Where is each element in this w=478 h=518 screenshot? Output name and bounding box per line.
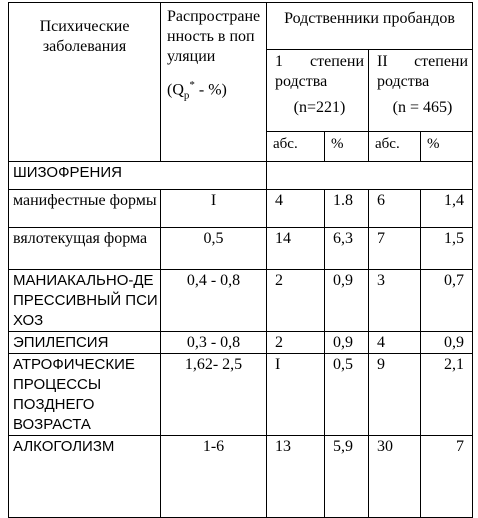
degree2-abs-value: 6 xyxy=(369,190,421,228)
degree2-pct-value: 1,4 xyxy=(421,190,473,228)
disease-name: АТРОФИЧЕСКИЕ ПРОЦЕССЫ ПОЗДНЕГО ВОЗРАСТА xyxy=(9,354,161,436)
disease-column-header xyxy=(9,3,161,162)
prevalence-unit-sup: * xyxy=(189,79,195,91)
prevalence-unit-q: (Q xyxy=(167,81,184,99)
section-filler xyxy=(267,162,473,190)
prevalence-table xyxy=(8,2,473,518)
header-row-1 xyxy=(9,3,473,50)
disease-name: МАНИАКАЛЬНО-ДЕПРЕССИВНЫЙ ПСИХОЗ xyxy=(9,270,161,332)
degree2-abs-value: 4 xyxy=(369,332,421,354)
degree2-abs-value: 3 xyxy=(369,270,421,332)
degree1-label: 1 степени родства xyxy=(275,53,364,91)
degree1-abs-value: 4 xyxy=(267,190,325,228)
prevalence-value: 1-6 xyxy=(161,436,267,518)
degree2-pct-header: % xyxy=(421,132,473,162)
table-row xyxy=(9,228,473,270)
degree2-abs-value: 7 xyxy=(369,228,421,270)
table-row xyxy=(9,270,473,332)
degree1-pct-value: 5,9 xyxy=(325,436,369,518)
degree1-n: (n=221) xyxy=(293,99,346,117)
degree2-n: (n = 465) xyxy=(392,99,453,117)
prevalence-column-label: Распространенность в популяции xyxy=(167,8,261,65)
prevalence-value: 0,5 xyxy=(161,228,267,270)
table-row xyxy=(9,332,473,354)
prevalence-value: I xyxy=(161,190,267,228)
disease-column-label: Психические заболевания xyxy=(39,18,130,55)
degree2-abs-value: 30 xyxy=(369,436,421,518)
degree2-pct-value: 0,9 xyxy=(421,332,473,354)
disease-name: манифестные формы xyxy=(9,190,161,228)
degree1-header xyxy=(267,50,369,132)
degree1-pct-value: 0,9 xyxy=(325,270,369,332)
degree1-pct-value: 0,9 xyxy=(325,332,369,354)
prevalence-column-header xyxy=(161,3,267,162)
degree2-pct-value: 2,1 xyxy=(421,354,473,436)
table-row xyxy=(9,190,473,228)
degree2-pct-value: 0,7 xyxy=(421,270,473,332)
degree1-abs-value: 14 xyxy=(267,228,325,270)
prevalence-unit-rest: - %) xyxy=(194,81,227,99)
disease-name: вялотекущая форма xyxy=(9,228,161,270)
degree1-abs-value: I xyxy=(267,354,325,436)
degree2-abs-header: абс. xyxy=(369,132,421,162)
disease-name: АЛКОГОЛИЗМ xyxy=(9,436,161,518)
section-label: ШИЗОФРЕНИЯ xyxy=(9,162,267,190)
prevalence-value: 1,62- 2,5 xyxy=(161,354,267,436)
degree2-pct-value: 1,5 xyxy=(421,228,473,270)
degree1-abs-value: 2 xyxy=(267,332,325,354)
degree1-pct-value: 1.8 xyxy=(325,190,369,228)
prevalence-value: 0,3 - 0,8 xyxy=(161,332,267,354)
section-row-schizophrenia xyxy=(9,162,473,190)
degree2-pct-value: 7 xyxy=(421,436,473,518)
degree1-abs-value: 2 xyxy=(267,270,325,332)
prevalence-value: 0,4 - 0,8 xyxy=(161,270,267,332)
table-row xyxy=(9,436,473,518)
relatives-column-label: Родственники пробандов xyxy=(284,10,455,27)
degree1-pct-value: 6,3 xyxy=(325,228,369,270)
degree1-abs-header: абс. xyxy=(267,132,325,162)
table-row xyxy=(9,354,473,436)
degree1-pct-header: % xyxy=(325,132,369,162)
degree1-abs-value: 13 xyxy=(267,436,325,518)
degree2-header xyxy=(369,50,473,132)
degree2-label: II степени родства xyxy=(377,53,469,91)
disease-name: ЭПИЛЕПСИЯ xyxy=(9,332,161,354)
prevalence-unit xyxy=(167,75,262,106)
degree2-abs-value: 9 xyxy=(369,354,421,436)
prevalence-unit-sub: p xyxy=(183,89,190,102)
degree1-pct-value: 0,5 xyxy=(325,354,369,436)
relatives-column-header xyxy=(267,3,473,50)
